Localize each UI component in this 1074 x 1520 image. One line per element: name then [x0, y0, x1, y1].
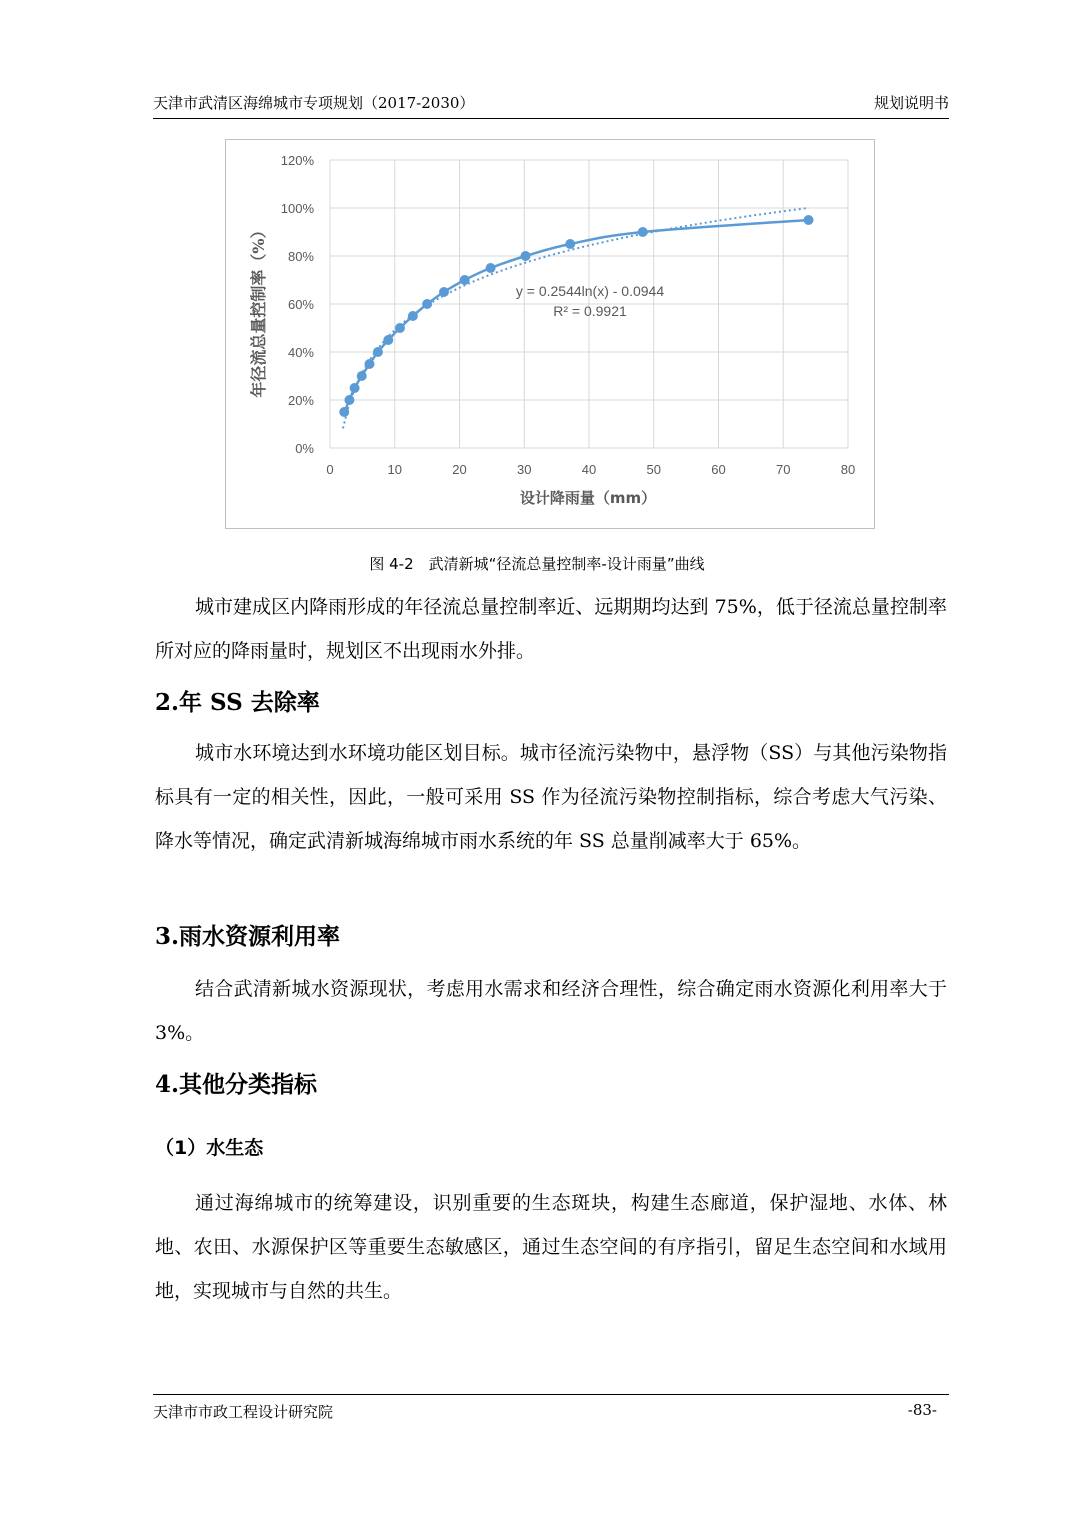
y-tick-label: 120% [280, 153, 314, 168]
y-tick-label: 80% [287, 249, 314, 264]
data-point [521, 251, 531, 261]
page-header [153, 92, 949, 119]
data-point [565, 239, 575, 249]
data-point [383, 335, 393, 345]
document-type: 规划说明书 [873, 94, 949, 112]
data-point [460, 275, 470, 285]
document-title: 天津市武清区海绵城市专项规划（2017-2030） [153, 94, 475, 112]
x-tick-label: 0 [326, 462, 334, 477]
heading-water-ecology: （1）水生态 [155, 1137, 264, 1159]
x-tick-label: 10 [387, 462, 402, 477]
data-point [638, 227, 648, 237]
y-tick-label: 60% [287, 297, 314, 312]
x-tick-label: 80 [840, 462, 856, 477]
y-tick-label: 0% [295, 441, 314, 456]
trendline-equation: y = 0.2544ln(x) - 0.0944 [515, 283, 665, 299]
heading-ss-removal: 2.年 SS 去除率 [155, 689, 320, 716]
data-point [408, 311, 418, 321]
paragraph-runoff: 城市建成区内降雨形成的年径流总量控制率近、远期期均达到 75%，低于径流总量控制率所对应的降雨量时，规划区不出现雨水外排。 [155, 596, 947, 662]
x-tick-label: 20 [452, 462, 467, 477]
heading-rain-utilization: 3.雨水资源利用率 [155, 923, 341, 950]
data-point [339, 407, 349, 417]
y-axis-label: 年径流总量控制率（%） [249, 222, 268, 398]
y-tick-label: 100% [280, 201, 314, 216]
institute-name: 天津市市政工程设计研究院 [153, 1403, 334, 1421]
data-point [395, 323, 405, 333]
x-tick-label: 50 [646, 462, 661, 477]
data-point [350, 383, 360, 393]
chart-frame [225, 139, 875, 529]
data-point [422, 299, 432, 309]
paragraph-rain: 结合武清新城水资源现状，考虑用水需求和经济合理性，综合确定雨水资源化利用率大于 3%。 [155, 978, 947, 1044]
figure-caption: 图 4-2 武清新城“径流总量控制率-设计雨量”曲线 [369, 555, 705, 573]
x-tick-label: 60 [711, 462, 726, 477]
x-tick-label: 70 [776, 462, 791, 477]
paragraph-ecology: 通过海绵城市的统筹建设，识别重要的生态斑块，构建生态廊道，保护湿地、水体、林地、农田、水源保护区等重要生态敏感区，通过生态空间的有序指引，留足生态空间和水域用地，实现城市与自然的共生。 [155, 1192, 947, 1302]
data-point [486, 263, 496, 273]
x-tick-label: 30 [517, 462, 532, 477]
data-point [357, 371, 367, 381]
data-point [364, 359, 374, 369]
data-point [344, 395, 354, 405]
paragraph-ss: 城市水环境达到水环境功能区划目标。城市径流污染物中，悬浮物（SS）与其他污染物指标具有一定的相关性，因此，一般可采用 SS 作为径流污染物控制指标，综合考虑大气污染、降水等情况，确定武清新城海绵城市雨水系统的年 SS 总量削减率大于 65%。 [155, 742, 947, 852]
x-axis-label: 设计降雨量（mm） [519, 489, 657, 507]
heading-other-indicators: 4.其他分类指标 [155, 1071, 318, 1098]
data-point [373, 347, 383, 357]
y-tick-label: 20% [287, 393, 314, 408]
data-point [804, 215, 814, 225]
page-footer [153, 1394, 949, 1421]
y-tick-label: 40% [287, 345, 314, 360]
rainfall-control-chart [226, 140, 874, 528]
page-number: -83- [907, 1401, 937, 1419]
r-squared-label: R² = 0.9921 [553, 303, 627, 319]
data-point [439, 287, 449, 297]
x-tick-label: 40 [581, 462, 597, 477]
